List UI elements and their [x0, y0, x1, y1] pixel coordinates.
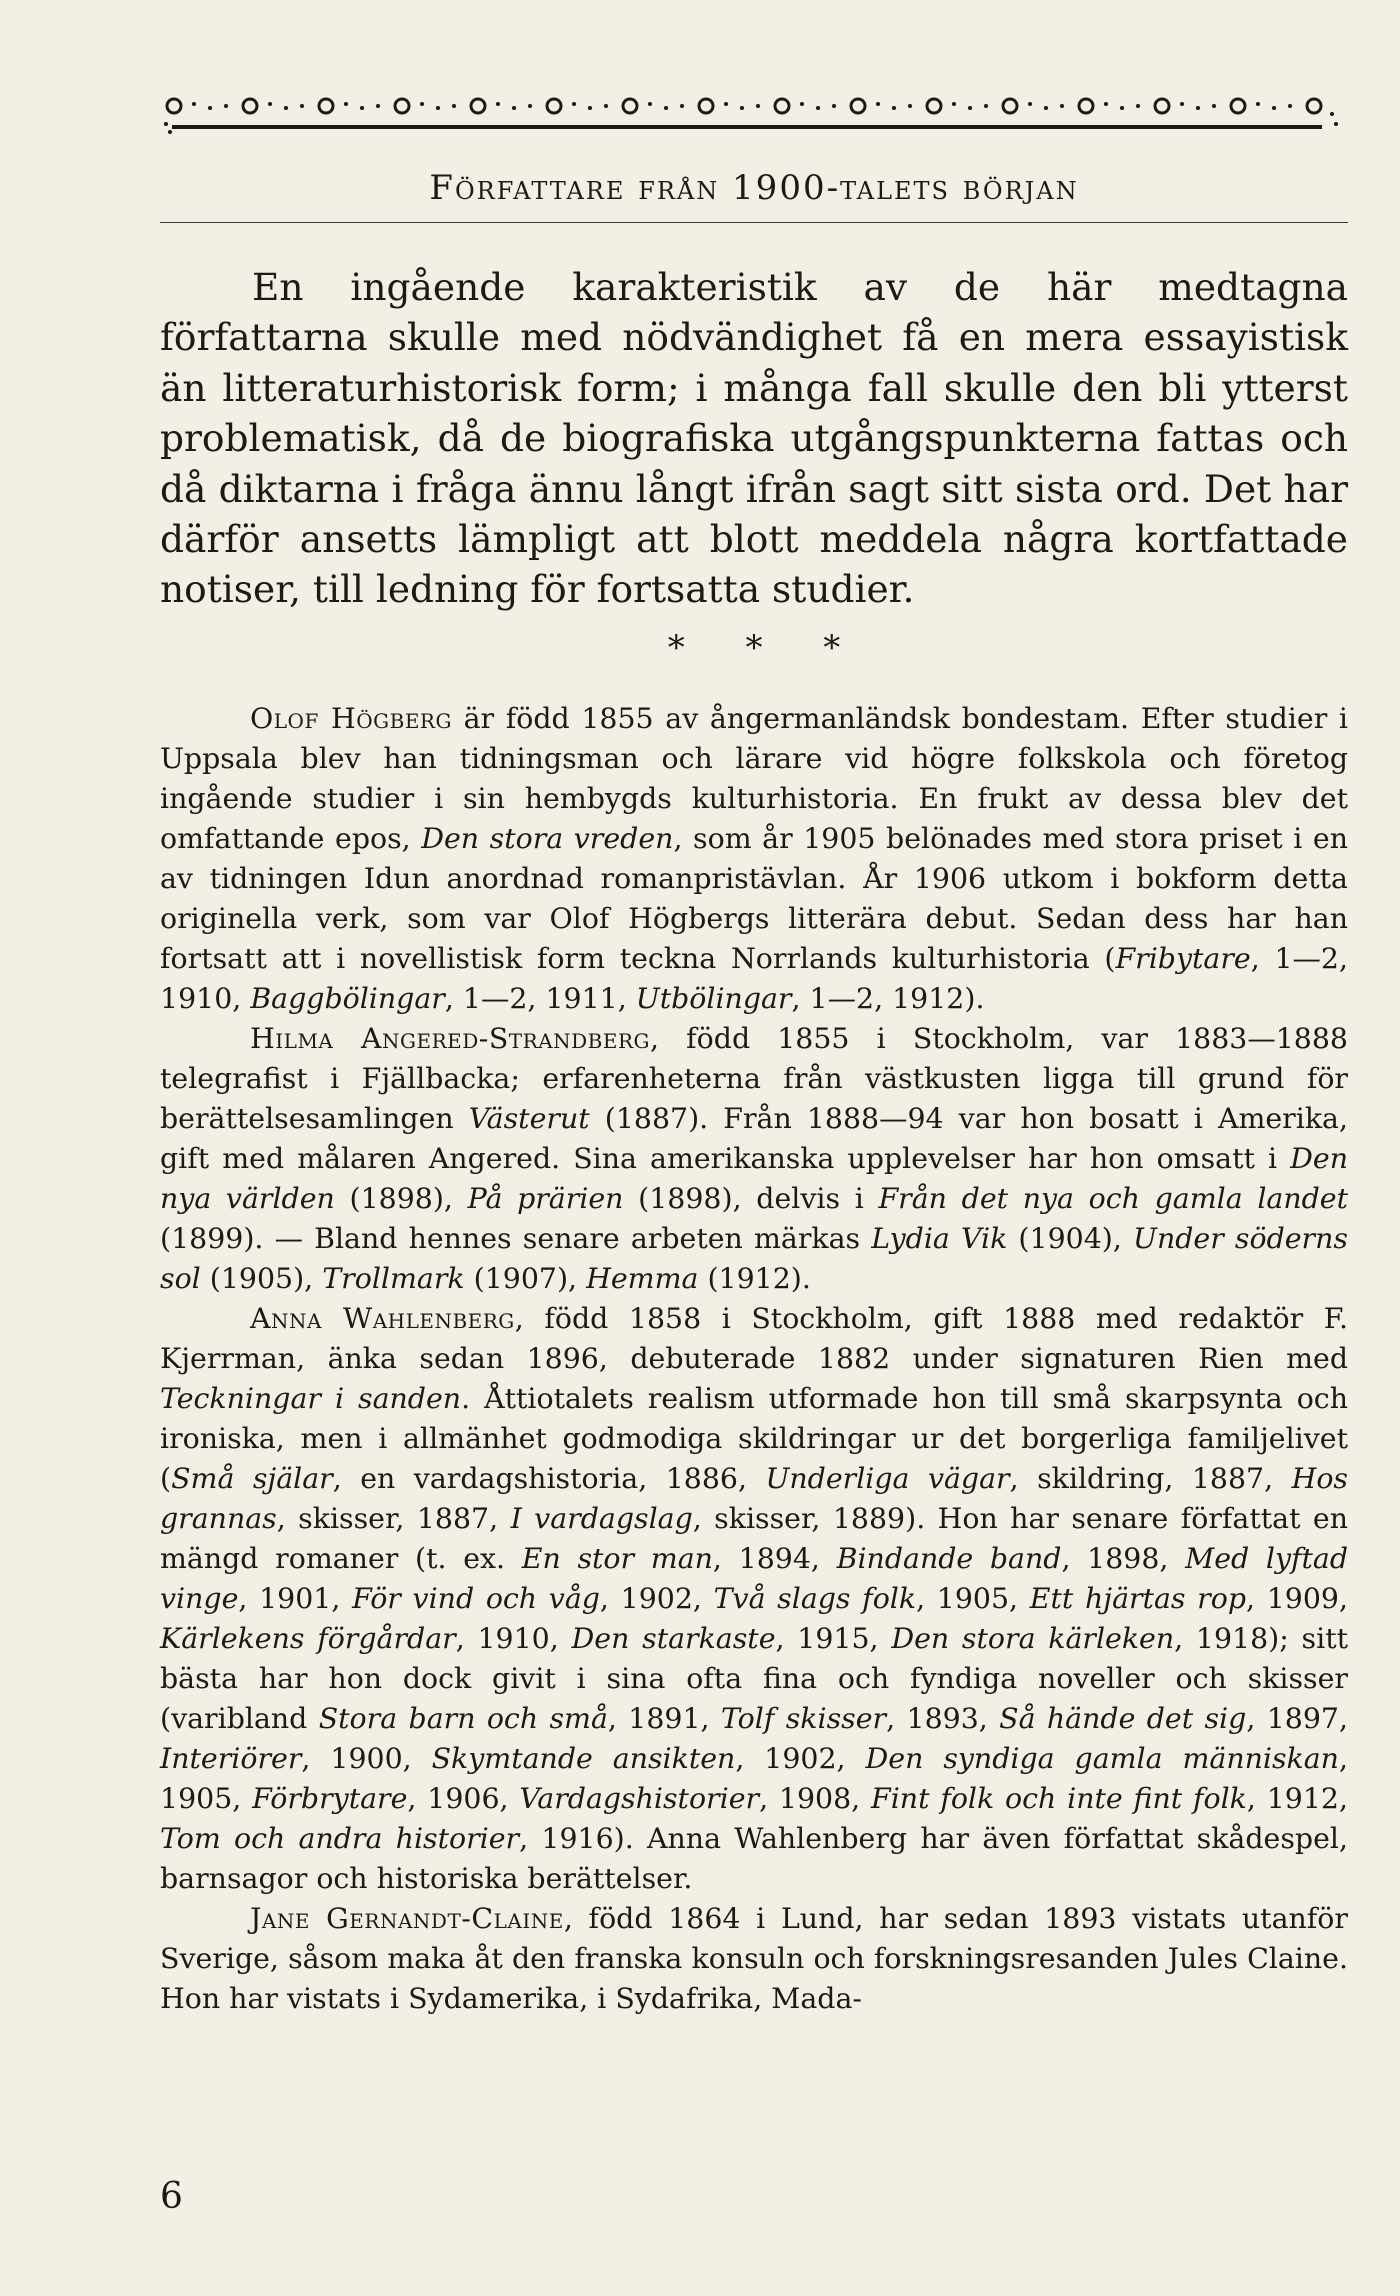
body-text: , 1918); sitt bästa har hon dock givit i sina ofta fina och fyndiga noveller och skisser (varibland: [160, 1622, 1349, 1735]
italic-title: Ett hjärtas rop: [1029, 1582, 1246, 1615]
italic-title: Hos grannas: [160, 1462, 1348, 1535]
body-text: , 1909,: [1246, 1582, 1348, 1615]
author-entry: [160, 699, 1348, 1019]
body-text: (1905),: [200, 1262, 323, 1295]
body-text: , 1901,: [238, 1582, 353, 1615]
body-text: (1898), delvis i: [623, 1182, 879, 1215]
italic-title: För vind och våg: [352, 1582, 600, 1615]
italic-title: Så hände det sig: [999, 1702, 1247, 1735]
body-text: , 1906,: [407, 1782, 520, 1815]
italic-title: Små själar: [171, 1462, 333, 1495]
body-text: , 1902,: [735, 1742, 866, 1775]
body-text: (1887). Från 1888—94 var hon bosatt i Amerika, gift med målaren Angered. Sina amerikanska upplevelser har hon omsatt i: [160, 1102, 1348, 1175]
body-text: , skisser, 1889). Hon har senare författat en mängd romaner (t. ex.: [160, 1502, 1348, 1575]
body-text: , 1894,: [712, 1542, 837, 1575]
body-text: är född 1855 av ångermanländsk bondestam. Efter studier i Uppsala blev han tidningsman och lärare vid högre folkskola och företog ingående studier i sin hembygds kulturhistoria. En frukt av dessa blev det omfattande epos,: [160, 702, 1348, 855]
author-entry: [160, 1299, 1348, 1899]
body-text: , född 1855 i Stockholm, var 1883—1888 telegrafist i Fjällbacka; erfarenheterna från västkusten ligga till grund för berättelsesamlingen: [160, 1022, 1348, 1135]
section-separator: * * *: [667, 628, 841, 668]
italic-title: Stora barn och små: [318, 1702, 608, 1735]
author-entry-body: [160, 702, 1348, 1015]
italic-title: Förbrytare: [252, 1782, 408, 1815]
italic-title: Den starkaste: [571, 1622, 776, 1655]
italic-title: Tom och andra historier: [160, 1822, 520, 1855]
decorative-border-icon: [160, 92, 1348, 138]
body-text: , 1891,: [607, 1702, 721, 1735]
italic-title: I vardagslag: [510, 1502, 693, 1535]
italic-title: Den stora vreden: [421, 822, 674, 855]
italic-title: Interiörer: [160, 1742, 302, 1775]
author-name: Olof Högberg: [250, 702, 452, 735]
italic-title: Lydia Vik: [871, 1222, 1008, 1255]
body-text: , 1915,: [775, 1622, 892, 1655]
body-text: , född 1858 i Stockholm, gift 1888 med redaktör F. Kjerrman, änka sedan 1896, debuterade 1882 under signaturen Rien med: [160, 1302, 1349, 1375]
body-text: , skildring, 1887,: [1009, 1462, 1292, 1495]
body-text: , 1902,: [599, 1582, 714, 1615]
body-text: , född 1864 i Lund, har sedan 1893 vistats utanför Sverige, såsom maka åt den franska konsuln och forskningsresanden Jules Claine. Hon har vistats i Sydamerika, i Sydafrika, Mada-: [160, 1902, 1348, 2015]
body-text: , 1898,: [1061, 1542, 1186, 1575]
intro-text: En ingående karakteristik av de här medtagna författarna skulle med nödvändighet få en mera essayistisk än litteraturhistorisk form; i många fall skulle den bli ytterst problematisk, då de biografiska utgångspunkterna fattas och då diktarna i fråga ännu långt ifrån sagt sitt sista ord. Det har därför ansetts lämpligt att blott meddela några kortfattade notiser, till ledning för fortsatta studier.: [160, 265, 1348, 612]
italic-title: Baggbölingar: [250, 982, 445, 1015]
italic-title: Skymtande ansikten: [431, 1742, 736, 1775]
italic-title: Den stora kärleken: [891, 1622, 1175, 1655]
author-name: Jane Gernandt-Claine: [250, 1902, 564, 1935]
author-entry-body: [160, 1302, 1348, 1895]
body-text: , 1—2, 1910,: [160, 942, 1349, 1015]
italic-title: Hemma: [586, 1262, 699, 1295]
body-text: , 1—2, 1912).: [791, 982, 985, 1015]
author-entry-body: [160, 1022, 1348, 1295]
italic-title: Tolf skisser: [720, 1702, 887, 1735]
author-entry: [160, 1899, 1348, 2019]
body-text: (1899). — Bland hennes senare arbeten märkas: [160, 1222, 872, 1255]
body-text: (1907),: [464, 1262, 587, 1295]
body-text: . Åttiotalets realism utformade hon till små skarpsynta och ironiska, men i allmänhet godmodiga skildringar ur det borgerliga familjelivet (: [160, 1382, 1348, 1495]
italic-title: Fribytare: [1115, 942, 1251, 975]
author-name: Anna Wahlenberg: [250, 1302, 515, 1335]
author-name: Hilma Angered-Strandberg: [250, 1022, 651, 1055]
italic-title: Två slags folk: [713, 1582, 917, 1615]
italic-title: Den nya världen: [160, 1142, 1348, 1215]
page-number: 6: [160, 2176, 183, 2217]
body-text: , 1916). Anna Wahlenberg har även författat skådespel, barnsagor och historiska berättelser.: [160, 1822, 1348, 1895]
body-text: , 1905,: [916, 1582, 1030, 1615]
body-text: , 1897,: [1246, 1702, 1348, 1735]
italic-title: Med lyftad vinge: [160, 1542, 1349, 1615]
italic-title: Den syndiga gamla människan: [865, 1742, 1339, 1775]
body-text: , 1905,: [160, 1742, 1349, 1815]
body-text: , 1910,: [455, 1622, 572, 1655]
italic-title: Vardagshistorier: [519, 1782, 760, 1815]
italic-title: Västerut: [468, 1102, 590, 1135]
running-head: Författare från 1900-talets början: [429, 168, 1079, 208]
italic-title: Utbölingar: [635, 982, 792, 1015]
italic-title: Trollmark: [322, 1262, 465, 1295]
body-text: , 1893,: [886, 1702, 1000, 1735]
body-text: , som år 1905 belönades med stora priset i en av tidningen Idun anordnad romanpristävlan. År 1906 utkom i bokform detta originella verk, som var Olof Högbergs litterära debut. Sedan dess har han fortsatt att i novellistisk form teckna Norrlands kulturhistoria (: [160, 822, 1348, 975]
body-text: , en vardagshistoria, 1886,: [332, 1462, 766, 1495]
body-text: , 1908,: [759, 1782, 872, 1815]
body-text: (1912).: [698, 1262, 811, 1295]
author-entries: [160, 699, 1348, 2019]
italic-title: Fint folk och inte fint folk: [871, 1782, 1247, 1815]
italic-title: Underliga vägar: [765, 1462, 1010, 1495]
body-text: (1904),: [1007, 1222, 1134, 1255]
header-divider: [160, 222, 1348, 223]
italic-title: Bindande band: [836, 1542, 1062, 1575]
italic-title: Från det nya och gamla landet: [878, 1182, 1349, 1215]
italic-title: Teckningar i sanden: [160, 1382, 462, 1415]
body-text: , 1900,: [301, 1742, 432, 1775]
body-text: , 1912,: [1246, 1782, 1348, 1815]
italic-title: På prärien: [467, 1182, 624, 1215]
body-text: (1898),: [334, 1182, 468, 1215]
italic-title: Kärlekens förgårdar: [160, 1622, 456, 1655]
italic-title: En stor man: [521, 1542, 713, 1575]
intro-paragraph: [160, 262, 1348, 615]
body-text: , skisser, 1887,: [276, 1502, 511, 1535]
author-entry: [160, 1019, 1348, 1299]
italic-title: Under söderns sol: [160, 1222, 1348, 1295]
body-text: , 1—2, 1911,: [444, 982, 636, 1015]
